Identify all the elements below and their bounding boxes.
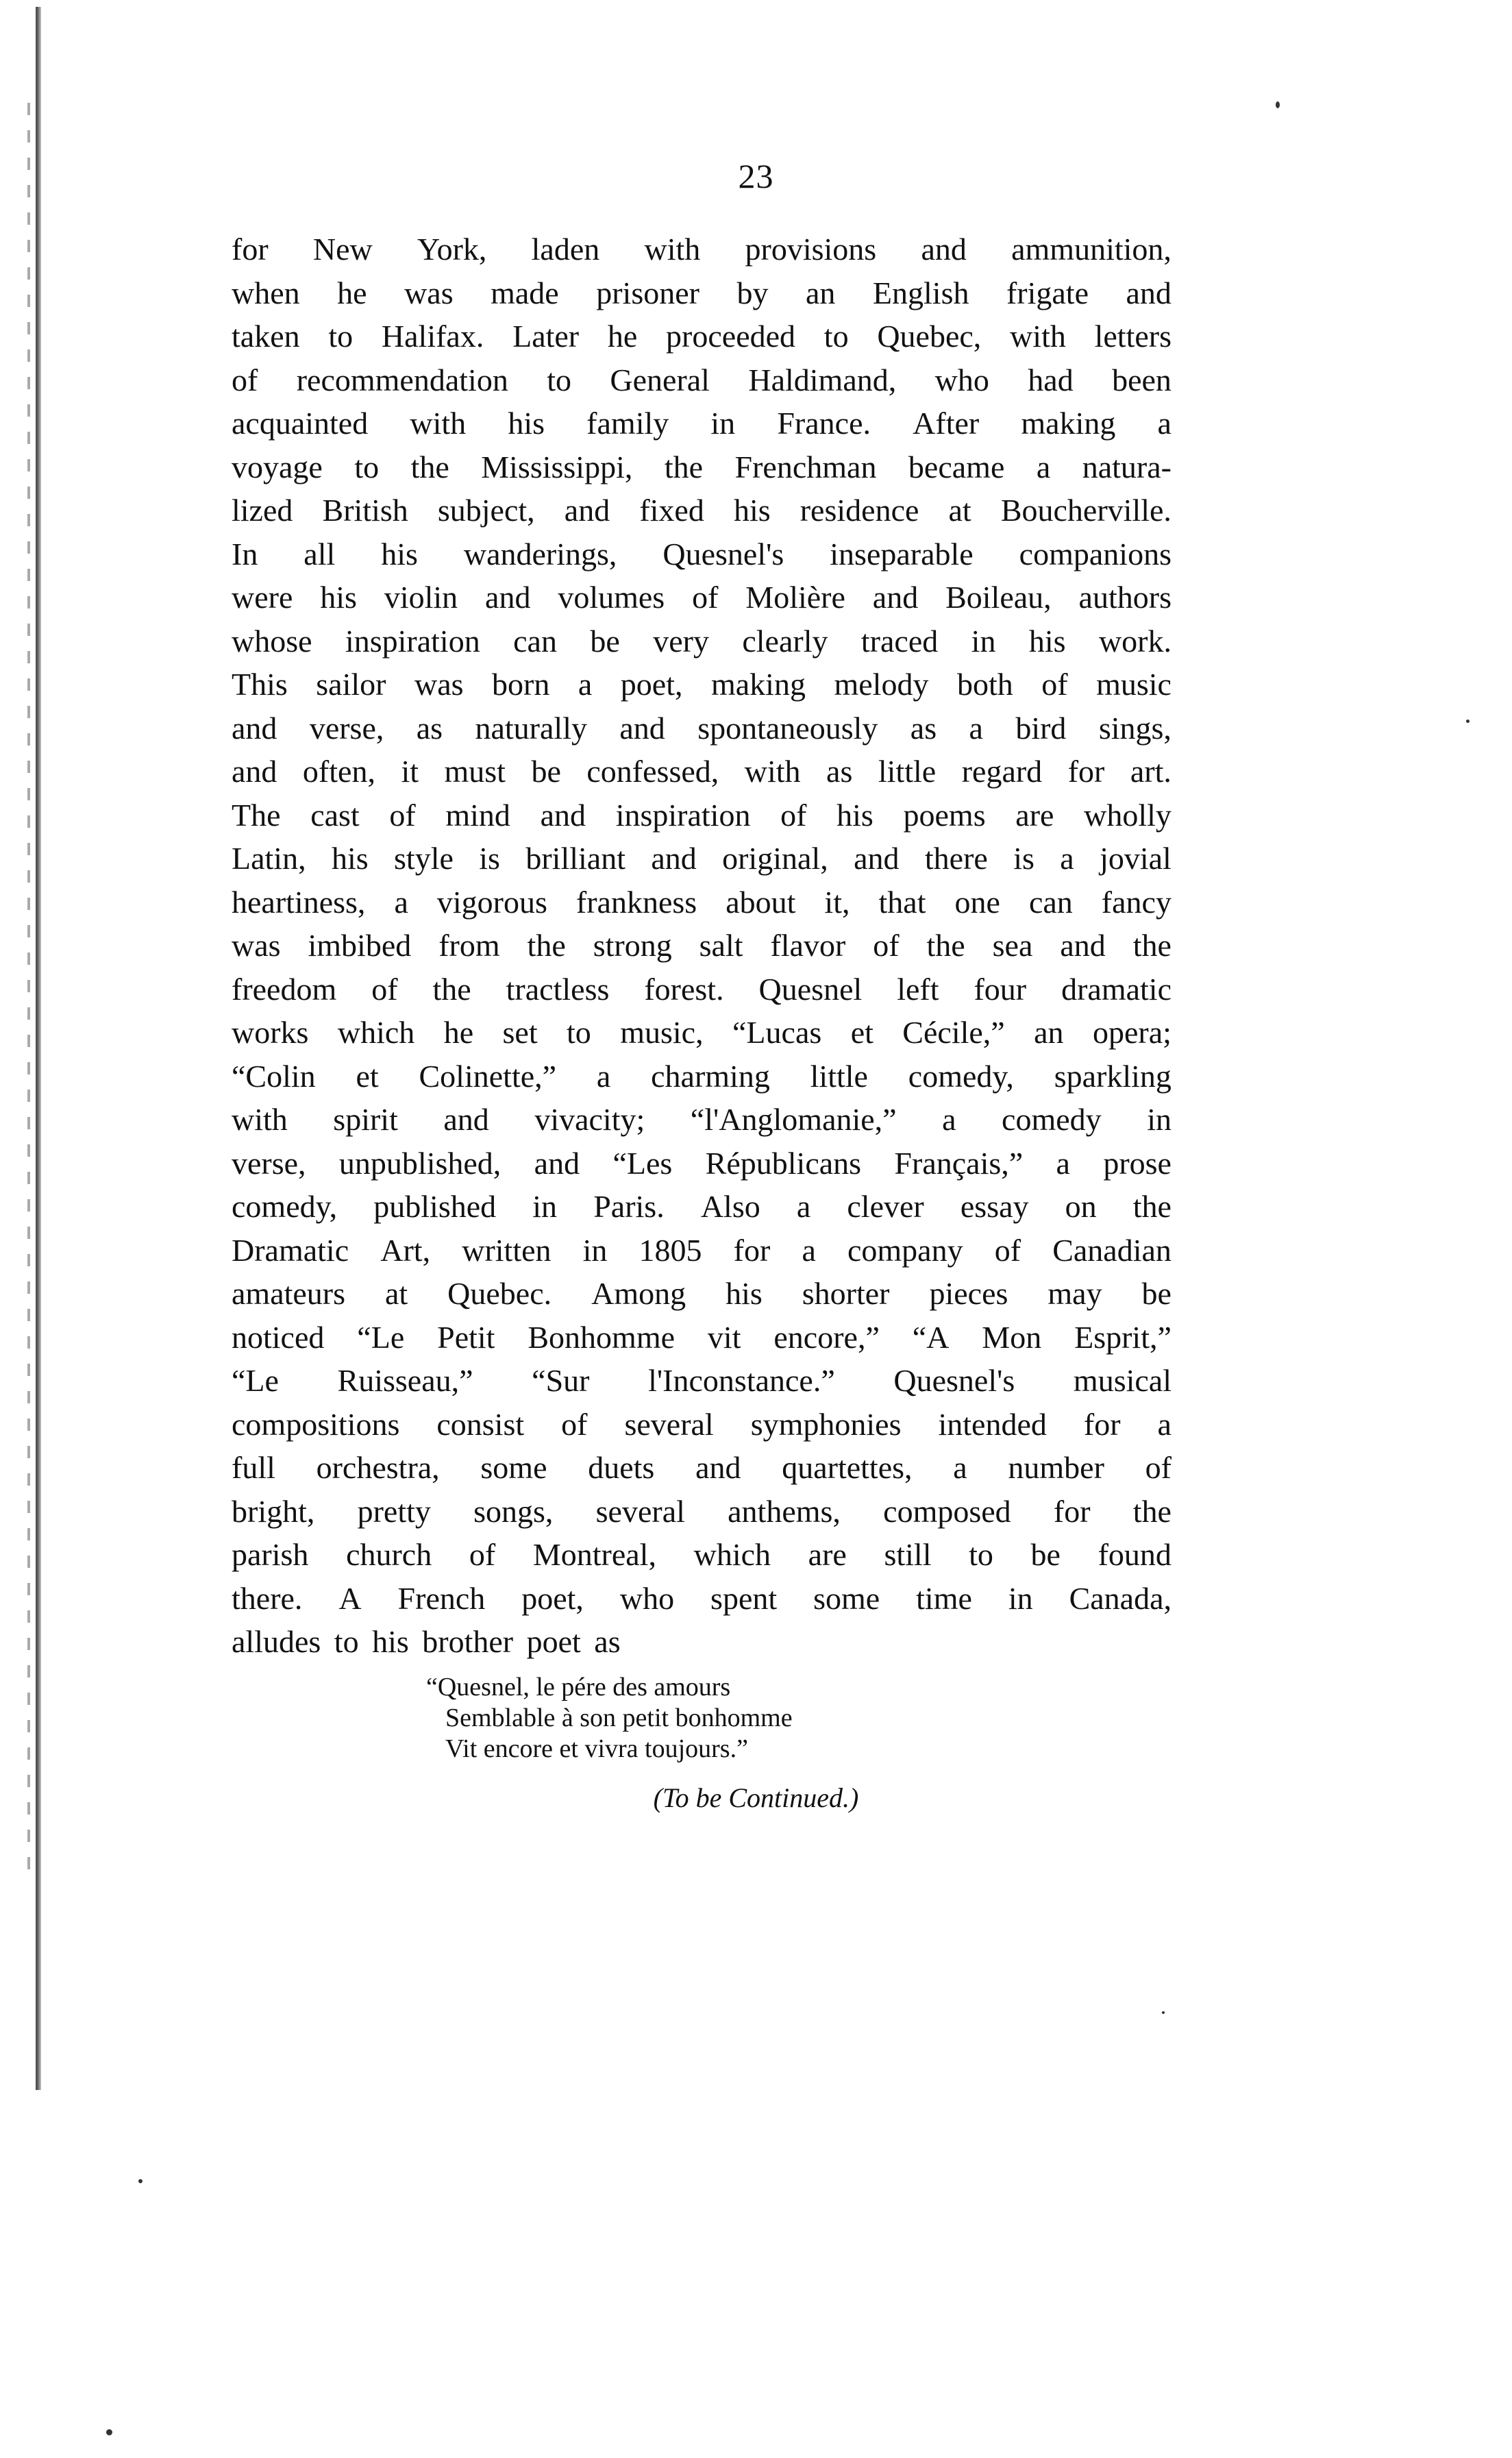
text-line: when he was made prisoner by an English frigate and (232, 275, 1172, 310)
text-line: was imbibed from the strong salt flavor of the sea and the (232, 928, 1172, 963)
scan-speck (1162, 2011, 1165, 2014)
text-line: noticed “Le Petit Bonhomme vit encore,” “A Mon Esprit,” (232, 1319, 1172, 1355)
text-line: In all his wanderings, Quesnel's inseparable companions (232, 536, 1172, 572)
text-line: parish church of Montreal, which are still to be found (232, 1537, 1172, 1572)
text-line: bright, pretty songs, several anthems, composed for the (232, 1493, 1172, 1529)
scan-speck (1466, 720, 1470, 723)
continued-note: (To be Continued.) (653, 1782, 859, 1813)
text-line: there. A French poet, who spent some time in Canada, (232, 1580, 1172, 1616)
text-line: freedom of the tractless forest. Quesnel left four dramatic (232, 971, 1172, 1007)
text-line: lized British subject, and fixed his residence at Boucherville. (232, 493, 1172, 528)
text-line: This sailor was born a poet, making melody both of music (232, 667, 1172, 702)
scan-speck (138, 2179, 142, 2183)
text-line: with spirit and vivacity; “l'Anglomanie,” a comedy in (232, 1102, 1172, 1137)
text-line: works which he set to music, “Lucas et Cécile,” an opera; (232, 1015, 1172, 1050)
text-line: acquainted with his family in France. After making a (232, 406, 1172, 441)
scan-speck (1276, 101, 1280, 108)
text-line: were his violin and volumes of Molière and Boileau, authors (232, 580, 1172, 615)
text-line: comedy, published in Paris. Also a clever essay on the (232, 1189, 1172, 1224)
scan-speck (106, 2429, 112, 2435)
text-line: of recommendation to General Haldimand, who had been (232, 362, 1172, 397)
text-line: heartiness, a vigorous frankness about it, that one can fancy (232, 884, 1172, 920)
text-line: Latin, his style is brilliant and original, and there is a jovial (232, 841, 1172, 876)
text-line: Dramatic Art, written in 1805 for a company of Canadian (232, 1232, 1172, 1268)
text-line: alludes to his brother poet as (232, 1624, 621, 1659)
verse-line: “Quesnel, le pére des amours (426, 1673, 731, 1701)
scan-gutter-shadow (27, 103, 30, 1884)
verse-quotation (426, 1672, 793, 1765)
body-text (232, 228, 1172, 1664)
text-line: full orchestra, some duets and quartettes, a number of (232, 1450, 1172, 1485)
text-line: voyage to the Mississippi, the Frenchman became a natura- (232, 449, 1172, 484)
text-line: amateurs at Quebec. Among his shorter pieces may be (232, 1276, 1172, 1311)
text-line: taken to Halifax. Later he proceeded to Quebec, with letters (232, 319, 1172, 354)
text-line: for New York, laden with provisions and ammunition, (232, 232, 1172, 267)
text-line: whose inspiration can be very clearly traced in his work. (232, 623, 1172, 659)
scan-gutter-edge (36, 7, 41, 2090)
text-line: compositions consist of several symphonies intended for a (232, 1406, 1172, 1442)
text-line: “Le Ruisseau,” “Sur l'Inconstance.” Quesnel's musical (232, 1363, 1172, 1398)
text-line: and verse, as naturally and spontaneously as a bird sings, (232, 710, 1172, 746)
page-number: 23 (738, 157, 774, 195)
verse-line: Semblable à son petit bonhomme (445, 1704, 793, 1732)
text-line: “Colin et Colinette,” a charming little comedy, sparkling (232, 1058, 1172, 1094)
text-line: and often, it must be confessed, with as little regard for art. (232, 754, 1172, 789)
verse-line: Vit encore et vivra toujours.” (445, 1734, 748, 1763)
text-line: The cast of mind and inspiration of his poems are wholly (232, 797, 1172, 833)
text-line: verse, unpublished, and “Les Républicans Français,” a prose (232, 1145, 1172, 1181)
